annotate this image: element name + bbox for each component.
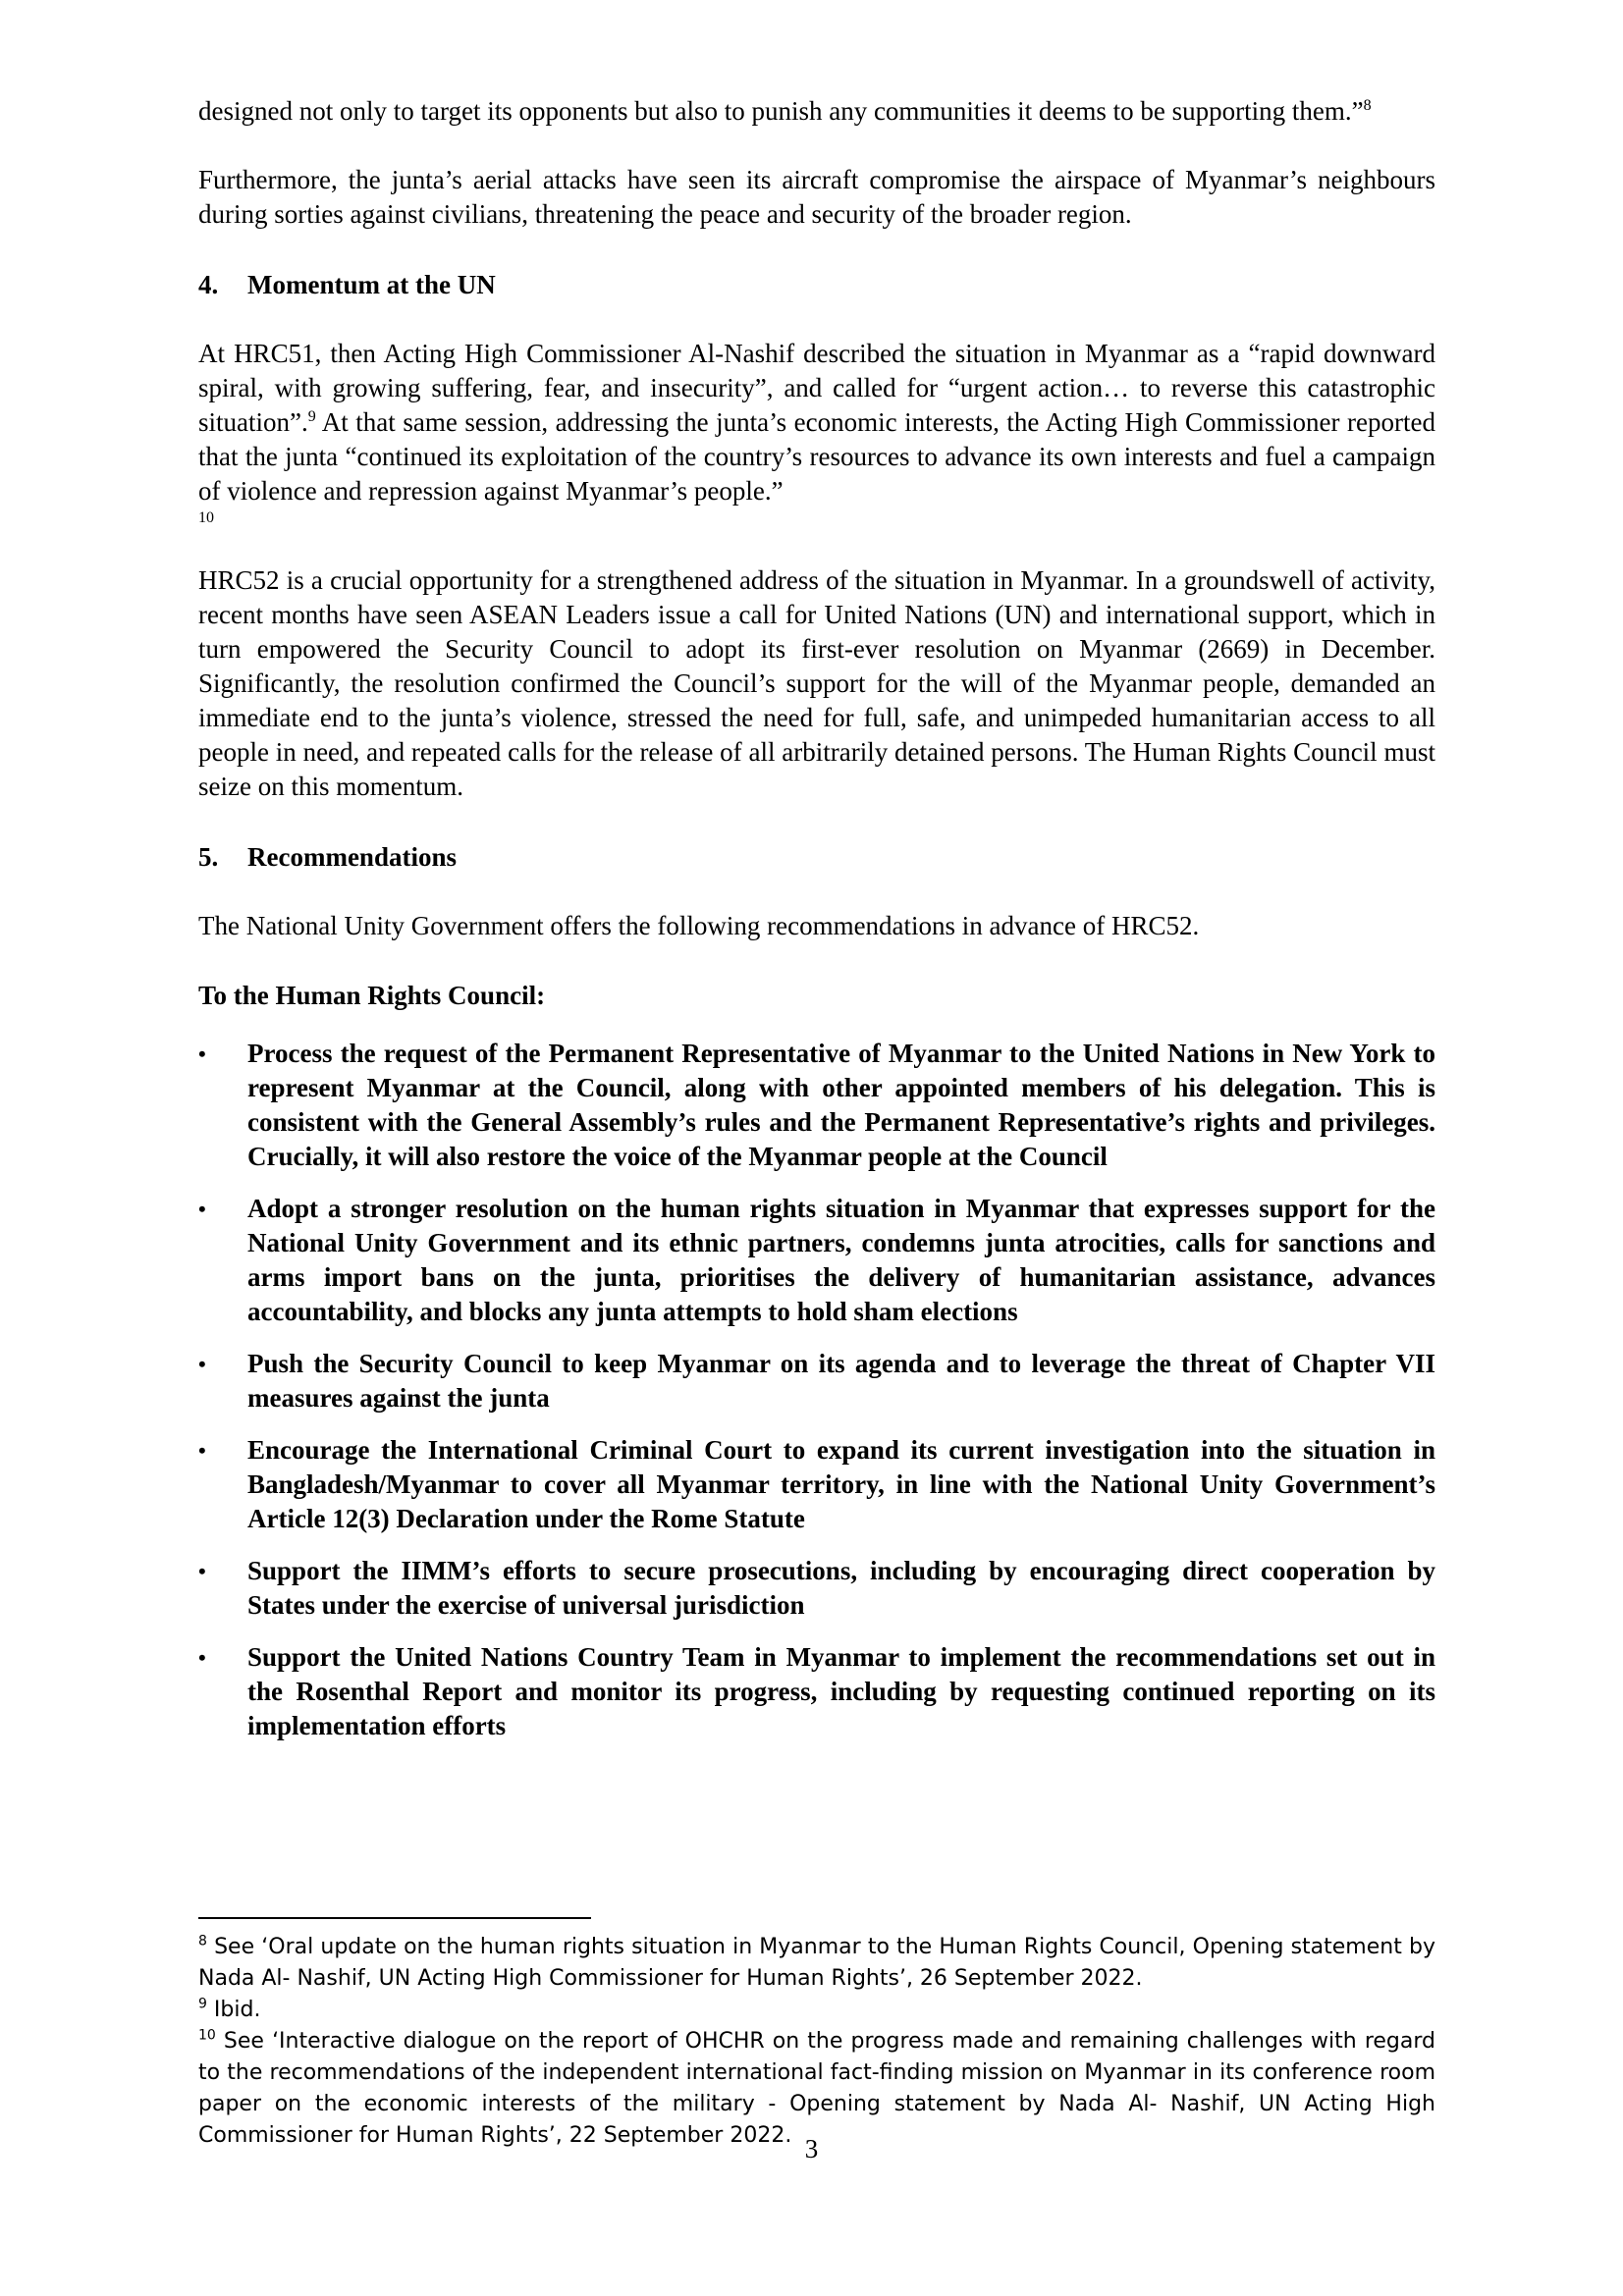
page-number: 3 [804,2134,819,2163]
section-heading [198,840,1435,875]
footnote-ref: 9 [307,408,316,425]
bullet-icon: • [198,1041,206,1066]
list-item: • Support the United Nations Country Team in Myanmar to implement the recommendations set out in the Rosenthal Report and monitor its progress, including by requesting continued reporting on its implementation efforts [198,1640,1435,1743]
footnotes [198,1932,1435,2152]
section-title: Momentum at the UN [247,270,496,299]
footnote: $^8$ See ‘Oral update on the human rights situation in Myanmar to the Human Rights Council, Opening statement by Nada Al- Nashif, UN Acting High Commissioner for Human Rights’, 26 September 2022. [198,1933,1435,1991]
footnote: $^9$ Ibid. [198,1996,261,2022]
list-item: • Encourage the International Criminal Court to expand its current investigation into the situation in Bangladesh/Myanmar to cover all Myanmar territory, in line with the National Unity Government’s Article 12(3) Declaration under the Rome Statute [198,1433,1435,1536]
bullet-icon: • [198,1559,206,1583]
bullet-icon: • [198,1352,206,1376]
footnote-ref: 10 [198,509,214,526]
bullet-icon: • [198,1645,206,1670]
footnote: $^{10}$ See ‘Interactive dialogue on the report of OHCHR on the progress made and remaining challenges with regard to the recommendations of the independent international fact-finding mission on Myanmar in its conference room paper on the economic interests of the military - Opening statement by Nada Al- Nashif, UN Acting High Commissioner for Human Rights’, 22 September 2022. [198,2027,1435,2148]
footnote-number: 9 [198,1996,207,2012]
section-title: Recommendations [247,842,457,872]
bullet-icon: • [198,1197,206,1221]
footnote-number: 10 [198,2027,216,2044]
paragraph: HRC52 is a crucial opportunity for a strengthened address of the situation in Myanmar. In a groundswell of activity, recent months have seen ASEAN Leaders issue a call for United Nations (UN) and international support, which in turn empowered the Security Council to adopt its first-ever resolution on Myanmar (2669) in December. Significantly, the resolution confirmed the Council’s support for the will of the Myanmar people, demanded an immediate end to the junta’s violence, stressed the need for full, safe, and unimpeded humanitarian access to all people in need, and repeated calls for the release of all arbitrarily detained persons. The Human Rights Council must seize on this momentum. [198,565,1435,801]
footnote-divider [198,1917,591,1919]
subheading: To the Human Rights Council: [198,981,546,1010]
footnote-ref: 8 [1363,97,1372,114]
section-heading [198,268,1435,302]
paragraph: At HRC51, then Acting High Commissioner Al-Nashif described the situation in Myanmar as a “rapid downward spiral, with growing suffering, fear, and insecurity”, and called for “urgent action… to reverse this catastrophic situation”.$^9$ At that same session, addressing the junta’s economic interests, the Acting High Commissioner reported that the junta “continued its exploitation of the country’s resources to advance its own interests and fuel a campaign of violence and repression against Myanmar’s people.” [198,339,1435,506]
bullet-icon: • [198,1438,206,1463]
paragraph: Furthermore, the junta’s aerial attacks have seen its aircraft compromise the airspace of Myanmar’s neighbours during sorties against civilians, threatening the peace and security of the broader region. [198,165,1435,229]
list-item: • Push the Security Council to keep Myanmar on its agenda and to leverage the threat of Chapter VII measures against the junta [198,1347,1435,1415]
list-item: • Support the IIMM’s efforts to secure prosecutions, including by encouraging direct cooperation by States under the exercise of universal jurisdiction [198,1554,1435,1623]
paragraph: The National Unity Government offers the following recommendations in advance of HRC52. [198,911,1200,940]
recommendations-list [198,1037,1435,1743]
section-number: 4. [198,270,219,299]
list-item: • Adopt a stronger resolution on the human rights situation in Myanmar that expresses support for the National Unity Government and its ethnic partners, condemns junta atrocities, calls for sanctions and arms import bans on the junta, prioritises the delivery of humanitarian assistance, advances accountability, and blocks any junta attempts to hold sham elections [198,1192,1435,1329]
footnote-number: 8 [198,1933,207,1949]
paragraph: designed not only to target its opponents but also to punish any communities it deems to be supporting them.”$^8$ [198,96,1372,126]
list-item: • Process the request of the Permanent Representative of Myanmar to the United Nations in New York to represent Myanmar at the Council, along with other appointed members of his delegation. This is consistent with the General Assembly’s rules and the Permanent Representative’s rights and privileges. Crucially, it will also restore the voice of the Myanmar people at the Council [198,1037,1435,1174]
page-body [198,94,1435,1761]
section-number: 5. [198,842,219,872]
